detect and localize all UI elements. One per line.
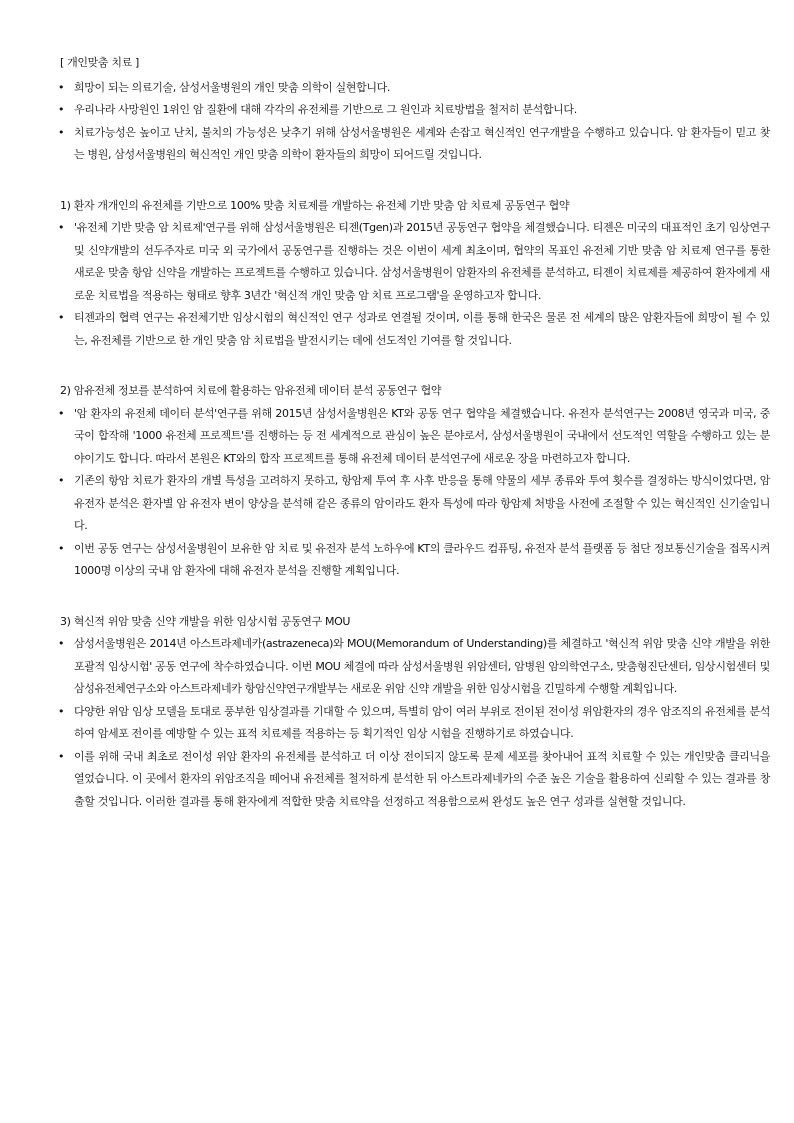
list-item-text: 다양한 위암 임상 모델을 토대로 풍부한 임상결과를 기대할 수 있으며, 특별히 암이 여러 부위로 전이된 전이성 위암환자의 경우 암조직의 유전체를 분석하여 암세포 전이를 예방할 수 있는 표적 치료제를 적용하는 등 획기적인 임상 시험을 진행하기로 하였습니다. xyxy=(74,704,770,740)
section-list xyxy=(58,633,770,813)
section-list xyxy=(58,217,770,352)
section-heading: 1) 환자 개개인의 유전체를 기반으로 100% 맞춤 치료제를 개발하는 유전체 기반 맞춤 암 치료제 공동연구 협약 xyxy=(60,198,570,212)
list-item xyxy=(58,746,770,814)
list-item-text: 이번 공동 연구는 삼성서울병원이 보유한 암 치료 및 유전자 분석 노하우에 KT의 클라우드 컴퓨팅, 유전자 분석 플랫폼 등 첨단 정보통신기술을 접목시켜 1000명 이상의 국내 암 환자에 대해 유전자 분석을 진행할 계획입니다. xyxy=(74,541,770,577)
list-item-text: '유전체 기반 맞춤 암 치료제'연구를 위해 삼성서울병원은 티젠(Tgen)과 2015년 공동연구 협약을 체결했습니다. 티젠은 미국의 대표적인 초기 임상연구 및 신약개발의 선두주자로 미국 외 국가에서 공동연구를 진행하는 것은 이번이 세계 최초이며, 협약의 목표인 유전체 기반 맞춤 암 치료제 연구를 통한 새로운 맞춤 항암 신약을 개발하는 프로젝트를 수행하고 있습니다. 삼성서울병원이 암환자의 유전체를 분석하고, 티젠이 치료제를 제공하여 환자에게 새로운 치료법을 적용하는 형태로 향후 3년간 '혁신적 개인 맞춤 암 치료 프로그램'을 운영하고자 합니다. xyxy=(74,221,770,302)
list-item-text: 삼성서울병원은 2014년 아스트라제네카(astrazeneca)와 MOU(Memorandum of Understanding)를 체결하고 '혁신적 위암 맞춤 신약 개발을 위한 포괄적 임상시험' 공동 연구에 착수하였습니다. 이번 MOU 체결에 따라 삼성서울병원 위암센터, 암병원 암의학연구소, 맞춤형진단센터, 임상시험센터 및 삼성유전체연구소와 아스트라제네카 항암신약연구개발부는 새로운 위암 신약 개발을 위한 임상시험을 긴밀하게 수행할 계획입니다. xyxy=(74,637,770,695)
intro-list xyxy=(58,77,770,167)
list-item xyxy=(58,77,770,100)
bullet-icon: • xyxy=(58,103,65,116)
list-item-text: 기존의 항암 치료가 환자의 개별 특성을 고려하지 못하고, 항암제 투여 후 사후 반응을 통해 약물의 세부 종류와 투여 횟수를 결정하는 방식이었다면, 암유전자 분석은 환자별 암 유전자 변이 양상을 분석해 같은 종류의 암이라도 환자 특성에 따라 항암제 처방을 사전에 조절할 수 있는 혁신적인 신기술입니다. xyxy=(74,474,770,532)
bullet-icon: • xyxy=(58,80,65,94)
bullet-icon: • xyxy=(58,311,65,324)
list-item xyxy=(58,122,770,167)
bullet-icon: • xyxy=(58,406,65,420)
list-item xyxy=(58,470,770,538)
list-item xyxy=(58,217,770,307)
list-item-text: '암 환자의 유전체 데이터 분석'연구를 위해 2015년 삼성서울병원은 KT와 공동 연구 협약을 체결했습니다. 유전자 분석연구는 2008년 영국과 미국, 중국이 합작해 '1000 유전체 프로젝트'를 진행하는 등 전 세계적으로 관심이 높은 분야로서, 삼성서울병원이 국내에서 선도적인 역할을 수행하고 있는 분야이기도 합니다. 따라서 본원은 KT와의 합작 프로젝트를 통해 유전체 데이터 분석연구에 새로운 장을 마련하고자 합니다. xyxy=(74,406,770,465)
list-item-text: 우리나라 사망원인 1위인 암 질환에 대해 각각의 유전체를 기반으로 그 원인과 치료방법을 철저히 분석합니다. xyxy=(74,103,577,116)
section-heading: 3) 혁신적 위암 맞춤 신약 개발을 위한 임상시험 공동연구 MOU xyxy=(60,614,351,628)
bullet-icon: • xyxy=(58,474,65,487)
bullet-icon: • xyxy=(58,221,65,234)
list-item xyxy=(58,403,770,471)
bullet-icon: • xyxy=(58,541,65,555)
document-page xyxy=(58,52,770,813)
section-list xyxy=(58,403,770,583)
list-item-text: 이를 위해 국내 최초로 전이성 위암 환자의 유전체를 분석하고 더 이상 전이되지 않도록 문제 세포를 찾아내어 표적 치료할 수 있는 개인맞춤 클리닉을 열었습니다. 이 곳에서 환자의 위암조직을 떼어내 유전체를 철저하게 분석한 뒤 아스트라제네카의 수준 높은 기술을 활용하여 신뢰할 수 있는 결과를 창출할 것입니다. 이러한 결과를 통해 환자에게 적합한 맞춤 치료약을 선정하고 적용함으로써 완성도 높은 연구 성과를 실현할 것입니다. xyxy=(74,749,770,808)
list-item xyxy=(58,99,770,122)
list-item xyxy=(58,701,770,746)
list-item-text: 티젠과의 협력 연구는 유전체기반 임상시험의 혁신적인 연구 성과로 연결될 것이며, 이를 통해 한국은 물론 전 세계의 많은 암환자들에 희망이 될 수 있는, 유전체를 기반으로 한 개인 맞춤 암 치료법을 발전시키는 데에 선도적인 기여를 할 것입니다. xyxy=(74,311,770,347)
list-item xyxy=(58,307,770,352)
list-item-text: 치료가능성은 높이고 난치, 불치의 가능성은 낮추기 위해 삼성서울병원은 세계와 손잡고 혁신적인 연구개발을 수행하고 있습니다. 암 환자들이 믿고 찾는 병원, 삼성서울병원의 혁신적인 개인 맞춤 의학이 환자들의 희망이 되어드릴 것입니다. xyxy=(74,125,770,161)
bullet-icon: • xyxy=(58,749,65,763)
section-heading: 2) 암유전체 정보를 분석하여 치료에 활용하는 암유전체 데이터 분석 공동연구 협약 xyxy=(60,384,442,397)
list-item xyxy=(58,538,770,583)
list-item xyxy=(58,633,770,701)
bullet-icon: • xyxy=(58,704,65,718)
bullet-icon: • xyxy=(58,125,65,139)
list-item-text: 희망이 되는 의료기술, 삼성서울병원의 개인 맞춤 의학이 실현합니다. xyxy=(74,80,391,94)
bullet-icon: • xyxy=(58,637,65,650)
page-heading: [ 개인맞춤 치료 ] xyxy=(60,56,139,69)
